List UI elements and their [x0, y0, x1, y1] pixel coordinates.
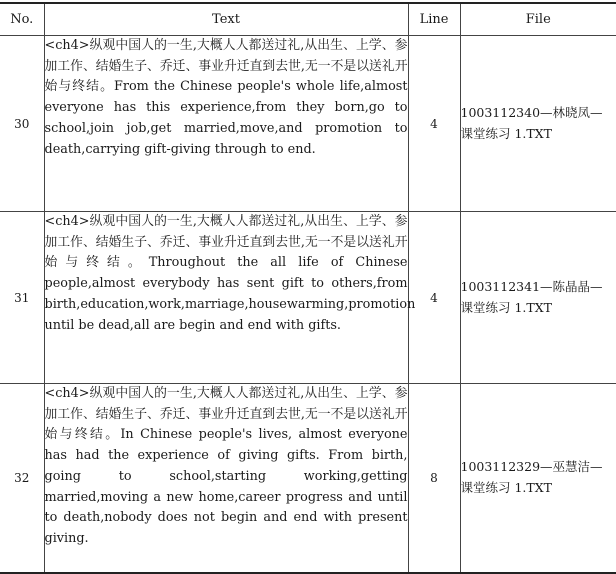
table-header [0, 3, 616, 36]
header-row [0, 3, 616, 36]
row-file [460, 384, 616, 573]
table-body [0, 36, 616, 573]
header-line: Line [408, 3, 460, 36]
row-line: 8 [408, 384, 460, 573]
row-text: <ch4>纵观中国人的一生,大概人人都送过礼,从出生、上学、参加工作、结婚生子、乔迁、事业升迁直到去世,无一不是以送礼开始与终结。Throughout the all life of Chinese people,almost everybody has sent gift to others,from birth,education,work,marriage,housewarming,promotion until be dead,all are begin and end with gifts. [44, 212, 408, 384]
row-file-id: 1003112340—林晓凤— [460, 104, 603, 120]
table-row [0, 212, 616, 384]
row-file-name: 课堂练习 1.TXT [460, 125, 552, 141]
row-no: 31 [0, 212, 44, 384]
row-file [460, 212, 616, 384]
header-text: Text [44, 3, 408, 36]
corpus-table [0, 2, 616, 574]
header-file: File [460, 3, 616, 36]
table-row [0, 36, 616, 212]
row-line: 4 [408, 36, 460, 212]
header-no: No. [0, 3, 44, 36]
row-file-name: 课堂练习 1.TXT [460, 479, 552, 495]
row-file [460, 36, 616, 212]
row-no: 32 [0, 384, 44, 573]
row-file-id: 1003112341—陈晶晶— [460, 278, 603, 294]
row-no: 30 [0, 36, 44, 212]
row-text: <ch4>纵观中国人的一生,大概人人都送过礼,从出生、上学、参加工作、结婚生子、乔迁、事业升迁直到去世,无一不是以送礼开始与终结。From the Chinese people's whole life,almost everyone has this experience,from they born,go to school,join job,get married,move,and promotion to death,carrying gift-giving through to end. [44, 36, 408, 212]
table-row [0, 384, 616, 573]
row-file-name: 课堂练习 1.TXT [460, 299, 552, 315]
row-file-id: 1003112329—巫慧洁— [460, 459, 603, 475]
row-text: <ch4>纵观中国人的一生,大概人人都送过礼,从出生、上学、参加工作、结婚生子、乔迁、事业升迁直到去世,无一不是以送礼开始与终结。In Chinese people's lives, almost everyone has had the experience of giving gifts. From birth, going to school,starting working,getting married,moving a new home,career progress and until to death,nobody does not begin and end with present giving. [44, 384, 408, 573]
row-line: 4 [408, 212, 460, 384]
